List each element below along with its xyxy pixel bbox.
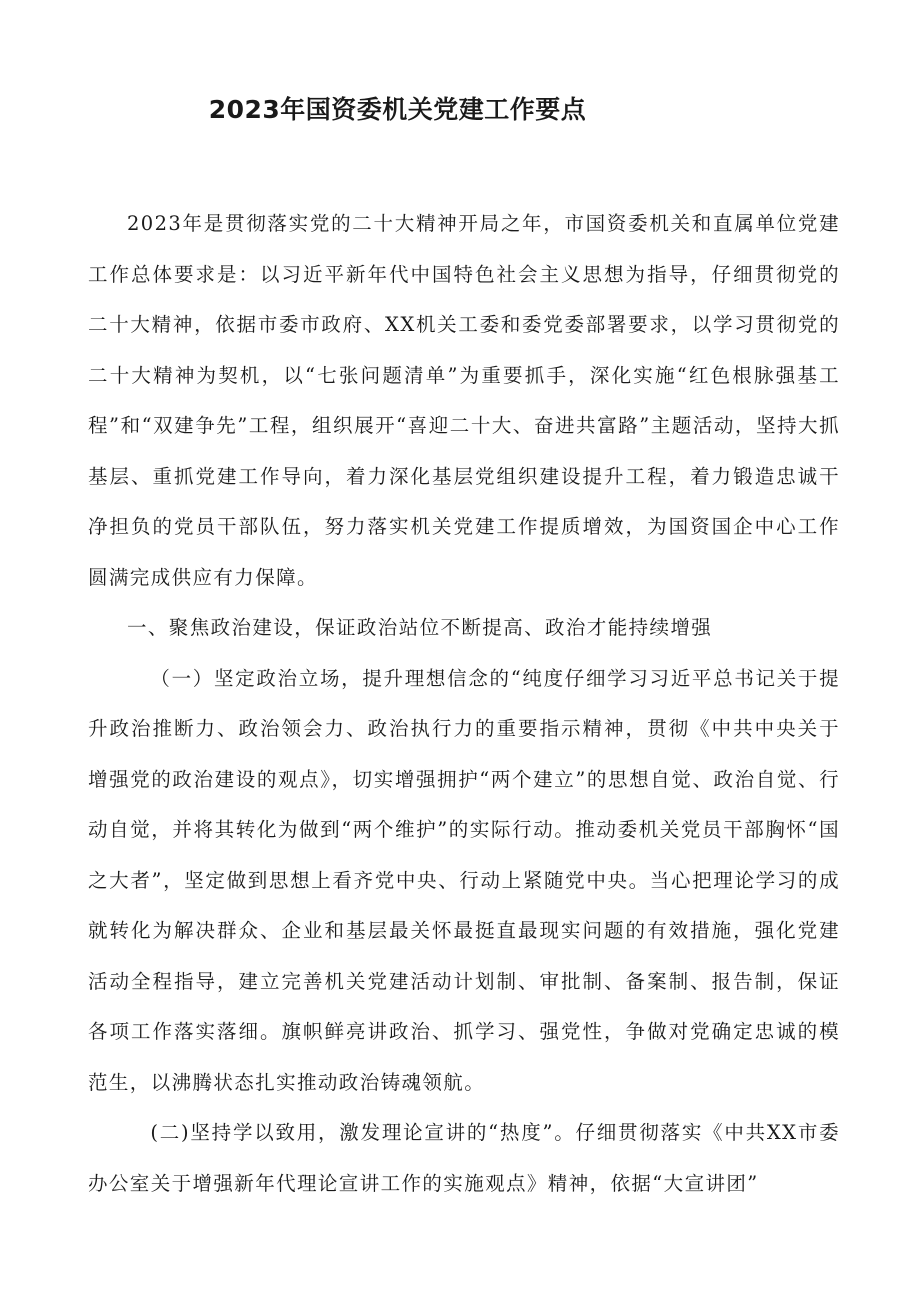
- item-paragraph-1: （一）坚定政治立场，提升理想信念的“纯度仔细学习习近平总书记关于提升政治推断力、政治领会力、政治执行力的重要指示精神，贯彻《中共中央关于增强党的政治建设的观点》，切实增强拥护“两个建立”的思想自觉、政治自觉、行动自觉，并将其转化为做到“两个维护”的实际行动。推动委机关党员干部胸怀“国之大者”，坚定做到思想上看齐党中央、行动上紧随党中央。当心把理论学习的成就转化为解决群众、企业和基层最关怀最挺直最现实问题的有效措施，强化党建活动全程指导，建立完善机关党建活动计划制、审批制、备案制、报告制，保证各项工作落实落细。旗帜鲜亮讲政治、抓学习、强党性，争做对党确定忠诚的模范生，以沸腾状态扎实推动政治铸魂领航。: [88, 666, 840, 1094]
- section-heading-1: 一、聚焦政治建设，保证政治站位不断提高、政治才能持续增强: [127, 616, 713, 639]
- document-title: 2023年国资委机关党建工作要点: [208, 95, 587, 124]
- item-paragraph-2: (二)坚持学以致用，激发理论宣讲的“热度”。仔细贯彻落实《中共XX市委办公室关于增强新年代理论宣讲工作的实施观点》精神，依据“大宣讲团”: [88, 1121, 840, 1195]
- document-body: [88, 199, 840, 1209]
- intro-paragraph: 2023年是贯彻落实党的二十大精神开局之年，市国资委机关和直属单位党建工作总体要求是：以习近平新年代中国特色社会主义思想为指导，仔细贯彻党的二十大精神，依据市委市政府、XX机关工委和委党委部署要求，以学习贯彻党的二十大精神为契机，以“七张问题清单”为重要抓手，深化实施“红色根脉强基工程”和“双建争先”工程，组织展开“喜迎二十大、奋进共富路”主题活动，坚持大抓基层、重抓党建工作导向，着力深化基层党组织建设提升工程，着力锻造忠诚干净担负的党员干部队伍，努力落实机关党建工作提质增效，为国资国企中心工作圆满完成供应有力保障。: [88, 212, 840, 589]
